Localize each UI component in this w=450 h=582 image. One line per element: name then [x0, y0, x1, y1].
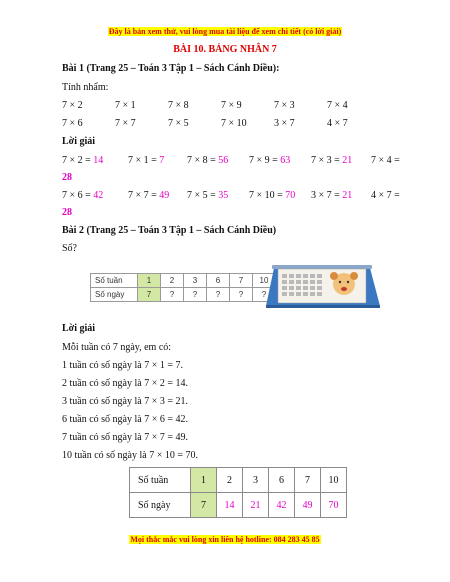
table-cell: ? — [253, 288, 276, 302]
solution-2-table — [129, 467, 347, 518]
solution-2-intro: Mỗi tuần có 7 ngày, em có: — [62, 342, 172, 353]
table-cell: ? — [161, 288, 184, 302]
problem-cell: 7 × 3 — [274, 100, 295, 111]
table-cell: 7 — [191, 493, 217, 518]
table-row-label: Số tuần — [91, 274, 138, 288]
problem-cell: 4 × 7 — [327, 118, 348, 129]
solution-cell: 3 × 7 = 21 — [311, 190, 353, 201]
solution-1-label: Lời giải — [62, 136, 96, 147]
problem-cell: 7 × 7 — [115, 118, 136, 129]
preview-banner-text: Đây là bản xem thử, vui lòng mua tài liệu để xem chi tiết (có lời giải) — [108, 27, 342, 36]
solution-cell: 7 × 3 = 21 — [311, 155, 353, 166]
table-cell: 2 — [161, 274, 184, 288]
page-title: BÀI 10. BẢNG NHÂN 7 — [173, 44, 277, 55]
preview-banner — [0, 27, 450, 36]
table-cell: 3 — [243, 468, 269, 493]
problem-cell: 3 × 7 — [274, 118, 295, 129]
solution-wrap-answer: 28 — [62, 207, 72, 218]
solution-cell: 7 × 7 = 49 — [128, 190, 170, 201]
solution-2-line: 10 tuần có số ngày là 7 × 10 = 70. — [62, 450, 198, 461]
solution-cell: 7 × 4 = — [371, 155, 400, 166]
table-cell: 6 — [207, 274, 230, 288]
table-cell: 7 — [230, 274, 253, 288]
table-cell: 10 — [321, 468, 347, 493]
solution-2-line: 2 tuần có số ngày là 7 × 2 = 14. — [62, 378, 188, 389]
problem-cell: 7 × 4 — [327, 100, 348, 111]
table-cell: 2 — [217, 468, 243, 493]
desk-calendar-illustration — [264, 262, 382, 312]
table-cell: 1 — [191, 468, 217, 493]
table-cell: 6 — [269, 468, 295, 493]
table-cell: ? — [184, 288, 207, 302]
problem-cell: 7 × 10 — [221, 118, 247, 129]
problem-cell: 7 × 1 — [115, 100, 136, 111]
problem-cell: 7 × 9 — [221, 100, 242, 111]
table-row-label: Số ngày — [130, 493, 191, 518]
exercise-2-heading: Bài 2 (Trang 25 – Toán 3 Tập 1 – Sách Cánh Diều) — [62, 225, 277, 236]
solution-2-line: 3 tuần có số ngày là 7 × 3 = 21. — [62, 396, 188, 407]
solution-cell: 7 × 8 = 56 — [187, 155, 229, 166]
table-cell: 14 — [217, 493, 243, 518]
table-cell: 70 — [321, 493, 347, 518]
table-cell: ? — [230, 288, 253, 302]
hotline-banner — [0, 535, 450, 544]
table-cell: 3 — [184, 274, 207, 288]
table-cell: 7 — [295, 468, 321, 493]
table-cell: ? — [207, 288, 230, 302]
table-cell: 1 — [138, 274, 161, 288]
problem-cell: 7 × 2 — [62, 100, 83, 111]
exercise-2-table — [90, 273, 276, 302]
table-cell: 42 — [269, 493, 295, 518]
solution-2-label: Lời giải — [62, 323, 96, 334]
table-cell: 21 — [243, 493, 269, 518]
solution-2-line: 1 tuần có số ngày là 7 × 1 = 7. — [62, 360, 183, 371]
table-row-label: Số ngày — [91, 288, 138, 302]
table-row-label: Số tuần — [130, 468, 191, 493]
solution-2-line: 6 tuần có số ngày là 7 × 6 = 42. — [62, 414, 188, 425]
exercise-1-instruction: Tính nhẩm: — [62, 82, 109, 93]
exercise-2-instruction: Số? — [62, 243, 77, 254]
solution-cell: 7 × 2 = 14 — [62, 155, 104, 166]
hotline-banner-text: Mọi thắc mắc vui lòng xin liên hệ hotline: 084 283 45 85 — [130, 535, 320, 544]
solution-cell: 7 × 5 = 35 — [187, 190, 229, 201]
problem-cell: 7 × 5 — [168, 118, 189, 129]
table-cell: 49 — [295, 493, 321, 518]
solution-cell: 7 × 9 = 63 — [249, 155, 291, 166]
solution-2-line: 7 tuần có số ngày là 7 × 7 = 49. — [62, 432, 188, 443]
solution-wrap-answer: 28 — [62, 172, 72, 183]
solution-cell: 7 × 6 = 42 — [62, 190, 104, 201]
solution-cell: 4 × 7 = — [371, 190, 400, 201]
problem-cell: 7 × 6 — [62, 118, 83, 129]
exercise-1-heading: Bài 1 (Trang 25 – Toán 3 Tập 1 – Sách Cánh Diều): — [62, 63, 280, 74]
solution-cell: 7 × 1 = 7 — [128, 155, 165, 166]
solution-cell: 7 × 10 = 70 — [249, 190, 296, 201]
problem-cell: 7 × 8 — [168, 100, 189, 111]
table-cell: 7 — [138, 288, 161, 302]
table-cell: 10 — [253, 274, 276, 288]
